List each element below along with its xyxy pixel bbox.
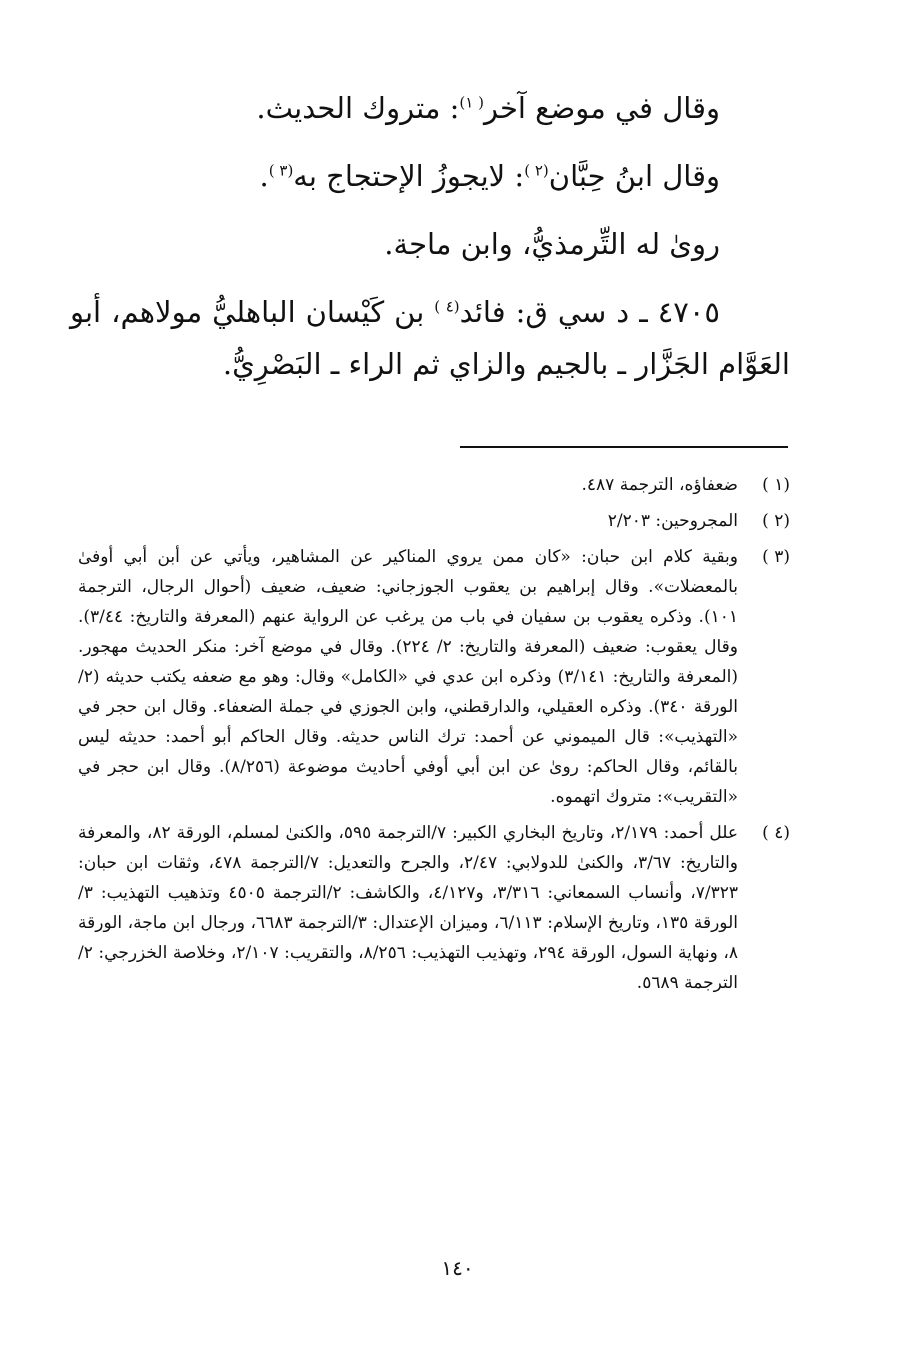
line2-text-middle: : لايجوزُ الإحتجاج به xyxy=(293,159,525,193)
footnote-marker: (١ ) xyxy=(762,475,790,495)
footnote-1 xyxy=(78,470,790,500)
main-line-3: رویٰ له التِّرمذيُّ، وابن ماجة. xyxy=(384,227,720,261)
footnote-text: المجروحين: ٢/٢٠٣ xyxy=(607,511,738,531)
footnote-marker: (٤ ) xyxy=(762,823,790,843)
footnote-separator xyxy=(460,446,788,448)
footnote-4 xyxy=(78,818,790,998)
footnote-ref-4[interactable]: (٤ ) xyxy=(434,297,460,316)
main-text xyxy=(70,88,790,384)
footnote-marker: (٣ ) xyxy=(762,547,790,567)
footnotes xyxy=(78,470,790,1004)
page-number: ١٤٠ xyxy=(441,1256,474,1280)
footnote-ref-2[interactable]: (٢ ) xyxy=(524,161,549,180)
footnote-ref-1[interactable]: ( ١) xyxy=(459,93,484,112)
footnote-marker: (٢ ) xyxy=(762,511,790,531)
line2-text: وقال ابنُ حِبَّان xyxy=(548,159,720,193)
entry-number: ٤٧٠٥ ـ د سي ق: xyxy=(515,295,720,329)
footnote-ref-3[interactable]: (٣ ) xyxy=(268,161,294,180)
entry-first-line xyxy=(70,292,790,332)
entry-name: فائد xyxy=(459,295,506,329)
footnote-text: علل أحمد: ٢/١٧٩، وتاريخ البخاري الكبير: ٧/الترجمة ٥٩٥، والكنىٰ لمسلم، الورقة ٨٢، والمعرفة والتاريخ: ٣/٦٧، والكنىٰ للدولابي: ٢/٤٧، والجرح والتعديل: ٧/الترجمة ٤٧٨، وثقات ابن حبان: ٧/٣٢٣، وأنساب السمعاني: ٣/٣١٦، و٤/١٢٧، والكاشف: ٢/الترجمة ٤٥٠٥ وتذهيب التهذيب: ٣/الورقة ١٣٥، وتاريخ الإسلام: ٦/١١٣، وميزان الإعتدال: ٣/الترجمة ٦٦٨٣، ورجال ابن ماجة، الورقة ٨، ونهاية السول، الورقة ٢٩٤، وتهذيب التهذيب: ٨/٢٥٦، والتقريب: ٢/١٠٧، وخلاصة الخزرجي: ٢/الترجمة ٥٦٨٩. xyxy=(78,823,739,993)
line1-text: وقال في موضع آخر xyxy=(483,91,720,125)
footnote-text: وبقية كلام ابن حبان: «كان ممن يروي المناكير عن المشاهير، ويأتي عن أبن أبي أوفىٰ بالمعضلات». وقال إبراهيم بن يعقوب الجوزجاني: ضعيف، ضعيف (أحوال الرجال، الترجمة ١٠١). وذكره يعقوب بن سفيان في باب من يرغب عن الرواية عنهم (المعرفة والتاريخ: ٣/٤٤). وقال يعقوب: ضعيف (المعرفة والتاريخ: ٢/ ٢٢٤). وقال في موضع آخر: منكر الحديث مهجور. (المعرفة والتاريخ: ٣/١٤١) وذكره ابن عدي في «الكامل» وقال: وهو مع ضعفه يكتب حديثه (٢/الورقة ٣٤٠). وذكره العقيلي، والدارقطني، وابن الجوزي في جملة الضعفاء. وقال ابن حجر في «التهذيب»: قال الميموني عن أحمد: ترك الناس حديثه. وقال الحاكم أبو أحمد: حديثه ليس بالقائم، وقال الحاكم: روىٰ عن ابن أبي أوفي أحاديث موضوعة (٨/٢٥٦). وقال ابن حجر في «التقريب»: متروك اتهموه. xyxy=(78,547,739,807)
biography-entry xyxy=(70,292,790,384)
entry-second-line: العَوَّام الجَزَّار ـ بالجيم والزاي ثم الراء ـ البَصْرِيُّ. xyxy=(222,347,790,381)
entry-name-rest: بن كَيْسان الباهليُّ مولاهم، أبو xyxy=(70,295,425,329)
footnote-3 xyxy=(78,542,790,812)
line2-text-end: . xyxy=(259,159,269,193)
main-line-1 xyxy=(70,88,790,128)
main-line-2 xyxy=(70,156,790,196)
footnote-2 xyxy=(78,506,790,536)
footnote-text: ضعفاؤه، الترجمة ٤٨٧. xyxy=(581,475,738,495)
line1-text-end: : متروك الحديث. xyxy=(256,91,460,125)
